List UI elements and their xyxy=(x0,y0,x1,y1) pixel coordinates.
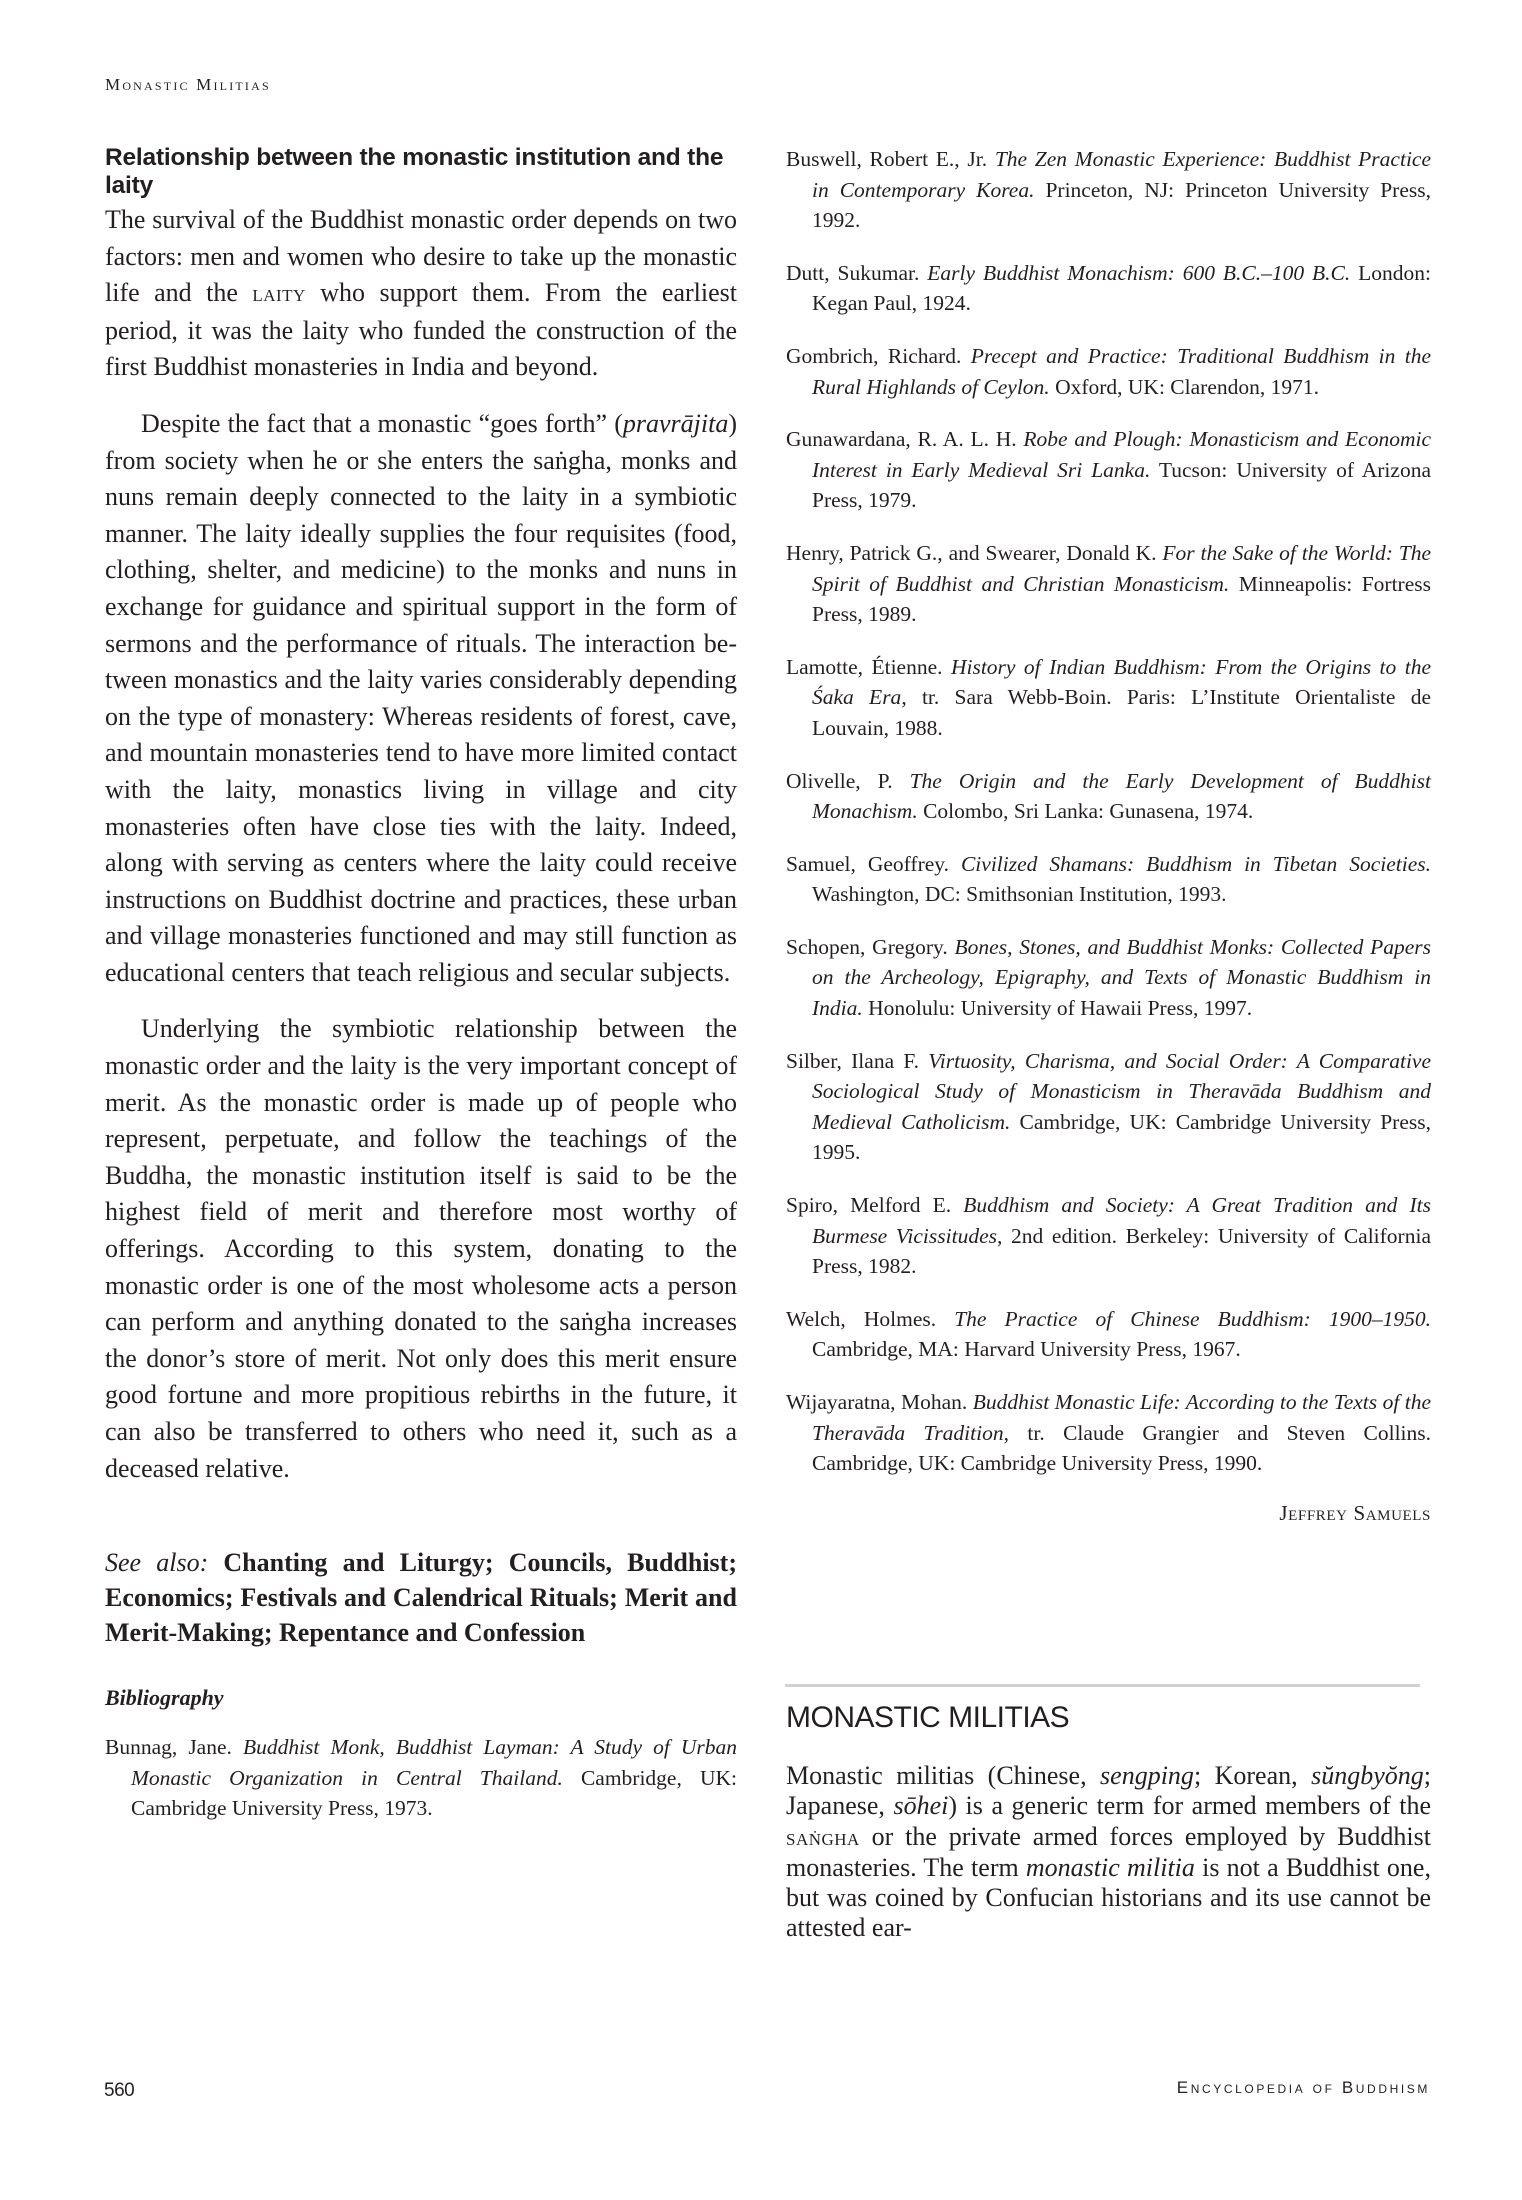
see-also-link[interactable]: Chanting and Liturgy xyxy=(223,1548,485,1578)
italic-term: sengping xyxy=(1100,1761,1194,1790)
bib-author: Gunawardana, R. A. L. H. xyxy=(786,427,1024,452)
see-also-link[interactable]: Repentance and Confession xyxy=(279,1618,586,1648)
bib-author: Wijayaratna, Mohan. xyxy=(786,1390,973,1414)
bib-title: Robe and Plough: Monasticism and Economic Interest in Early Medieval Sri Lanka. xyxy=(812,427,1431,482)
text-run: The survival of the Buddhist monastic order depends on two factors: men and women who desire to take up the monastic life and the xyxy=(105,205,737,308)
bibliography-entry xyxy=(786,341,1431,402)
bib-author: Bunnag, Jane. xyxy=(105,1735,243,1760)
section-heading: Relationship between the monastic institution and the laity xyxy=(105,144,724,199)
page-number: 560 xyxy=(104,2080,135,2101)
entry-body-paragraph xyxy=(786,1761,1431,1944)
bib-author: Gombrich, Richard. xyxy=(786,343,971,368)
see-also-link[interactable]: Merit and Merit-Making xyxy=(105,1583,737,1648)
bib-title: The Practice of Chinese Buddhism: 1900–1950. xyxy=(954,1306,1431,1331)
bibliography-entry xyxy=(786,849,1431,910)
cross-reference[interactable]: saṅgha xyxy=(786,1824,860,1851)
bibliography-entry xyxy=(786,258,1431,319)
bibliography-entry xyxy=(786,1190,1431,1282)
see-also-label: See also: xyxy=(105,1548,209,1578)
italic-term: sōhei xyxy=(893,1791,949,1821)
running-head-text: Monastic Militias xyxy=(105,75,271,94)
entry-divider-rule xyxy=(785,1684,1420,1687)
bib-publication: Colombo, Sri Lanka: Gunasena, 1974. xyxy=(917,799,1254,824)
text-run: ; Korean, xyxy=(1193,1761,1312,1790)
bib-publication: Cambridge, UK: Cambridge University Press, 1973. xyxy=(131,1765,737,1821)
bib-title: Buddhism and Society: A Great Tradition and Its Burmese Vicissitudes xyxy=(812,1193,1431,1248)
author-byline: Jeffrey Samuels xyxy=(1279,1500,1431,1525)
text-run: Underlying the symbiotic relationship between the monastic order and the laity is the very important concept of merit. As the monastic order is made up of people who represent, perpetuate, and follow the teachings of the Buddha, the monastic institution itself is said to be the highest field of merit and therefore most worthy of offerings. According to this system, donating to the monastic order is one of the most wholesome acts a person can perform and anything donated to the saṅgha increases the donor’s store of merit. Not only does this merit ensure good fortune and more propitious rebirths in the future, it can also be transferred to others who need it, such as a deceased relative. xyxy=(105,1014,737,1483)
bib-publication: , 2nd edition. Berkeley: University of California Press, 1982. xyxy=(812,1223,1431,1279)
bib-publication: Cambridge, MA: Harvard University Press, 1967. xyxy=(812,1337,1241,1362)
bibliography-entry xyxy=(786,1387,1431,1479)
text-run: ) from society when he or she enters the saṅgha, monks and nuns remain deeply connected to the laity in a symbiotic manner. The laity ideally supplies the four requisites (food, clothing, shelter, and medicine) to the monks and nuns in exchange for guidance and spiritual support in the form of sermons and the performance of rituals. The interaction between monastics and the laity varies considerably depending on the type of monastery: Whereas residents of forest, cave, and mountain monasteries tend to have more limited contact with the laity, monastics living in village and city monasteries often have close ties with the laity. Indeed, along with serving as centers where the laity could receive instructions on Buddhist doctrine and practices, these urban and village monasteries functioned and may still function as educational centers that teach religious and secular subjects. xyxy=(105,408,737,987)
bib-publication: Cambridge, UK: Cambridge University Press, 1995. xyxy=(812,1109,1431,1165)
bib-title: Bones, Stones, and Buddhist Monks: Collected Papers on the Archeology, Epigraphy, and Texts of Monastic Buddhism in India. xyxy=(812,934,1431,1021)
bib-publication: , tr. Claude Grangier and Steven Collins. Cambridge, UK: Cambridge University Press, 1990. xyxy=(812,1420,1432,1476)
text-run: Monastic militias (Chinese, xyxy=(786,1761,1101,1790)
bib-title: For the Sake of the World: The Spirit of Buddhist and Christian Monasticism. xyxy=(812,540,1431,596)
italic-term: pravrājita xyxy=(622,408,729,438)
bib-author: Welch, Holmes. xyxy=(786,1306,955,1331)
bib-title: Buddhist Monastic Life: According to the Texts of the Theravāda Tradition xyxy=(812,1390,1431,1445)
bib-publication: London: Kegan Paul, 1924. xyxy=(812,260,1432,316)
bibliography-entry xyxy=(786,144,1431,236)
paragraph-1 xyxy=(105,202,737,386)
text-run: ) is a generic term for armed members of the xyxy=(948,1791,1431,1821)
entry-title: MONASTIC MILITIAS xyxy=(786,1701,1070,1734)
paragraph-2 xyxy=(105,406,737,992)
bib-author: Samuel, Geoffrey. xyxy=(786,851,961,876)
bibliography-entry xyxy=(786,652,1431,744)
bib-publication: Washington, DC: Smithsonian Institution, 1993. xyxy=(812,882,1227,907)
bib-author: Buswell, Robert E., Jr. xyxy=(786,147,995,171)
bib-author: Silber, Ilana F. xyxy=(786,1048,929,1073)
bibliography-entry xyxy=(786,932,1431,1024)
bib-publication: Honolulu: University of Hawaii Press, 1997. xyxy=(862,996,1253,1021)
text-run: Despite the fact that a monastic “goes forth” ( xyxy=(141,408,623,438)
bib-title: Precept and Practice: Traditional Buddhism in the Rural Highlands of Ceylon. xyxy=(812,343,1431,399)
paragraph-3 xyxy=(105,1011,737,1487)
bib-author: Lamotte, Étienne. xyxy=(786,654,951,679)
text-run: or the private armed forces employed by Buddhist monasteries. The term xyxy=(786,1821,1431,1882)
bib-publication: , tr. Sara Webb-Boin. Paris: L’Institute Orientaliste de Louvain, 1988. xyxy=(812,685,1431,740)
see-also-links[interactable]: Chanting and Liturgy; Councils, Buddhist; Economics; Festivals and Calendrical Rituals; Merit and Merit-Making; Repentance and Confession xyxy=(105,1548,737,1648)
see-also-link[interactable]: Councils, Buddhist xyxy=(508,1548,729,1578)
bib-author: Henry, Patrick G., and Swearer, Donald K. xyxy=(786,540,1163,565)
bib-title: The Origin and the Early Development of Buddhist Monachism. xyxy=(812,768,1431,824)
bibliography-entry xyxy=(786,766,1431,827)
bibliography-list-left xyxy=(105,1732,737,1824)
italic-term: sŭngbyŏng xyxy=(1311,1761,1424,1790)
text-run: who support them. From the earliest period, it was the laity who funded the construction of the first Buddhist monasteries in India and beyond. xyxy=(105,278,737,382)
bib-publication: Princeton, NJ: Princeton University Press, 1992. xyxy=(812,177,1431,233)
bib-title: The Zen Monastic Experience: Buddhist Practice in Contemporary Korea. xyxy=(812,147,1431,202)
bib-publication: Tucson: University of Arizona Press, 1979. xyxy=(812,457,1431,513)
bibliography-entry xyxy=(786,538,1431,630)
bib-author: Olivelle, P. xyxy=(786,768,910,793)
left-column xyxy=(105,144,737,1846)
text-run: ; Japanese, xyxy=(786,1761,1431,1821)
bib-title: Buddhist Monk, Buddhist Layman: A Study of Urban Monastic Organization in Central Thailand. xyxy=(131,1735,737,1790)
cross-reference[interactable]: laity xyxy=(252,281,306,308)
bib-publication: Minneapolis: Fortress Press, 1989. xyxy=(812,571,1431,627)
bib-title: Early Buddhist Monachism: 600 B.C.–100 B.C. xyxy=(927,260,1351,285)
bibliography-entry xyxy=(786,1046,1431,1168)
bib-author: Spiro, Melford E. xyxy=(786,1193,964,1218)
right-column xyxy=(786,144,1431,1526)
italic-term: monastic militia xyxy=(1025,1852,1195,1882)
bibliography-list-right xyxy=(786,144,1431,1479)
see-also-link[interactable]: Economics xyxy=(105,1583,225,1613)
bib-title: History of Indian Buddhism: From the Origins to the Śaka Era xyxy=(812,654,1431,710)
bibliography-entry xyxy=(105,1732,737,1824)
text-run: is not a Buddhist one, but was coined by Confucian historians and its use cannot be attested ear- xyxy=(786,1852,1431,1943)
bib-publication: Oxford, UK: Clarendon, 1971. xyxy=(1049,374,1319,399)
running-head xyxy=(105,75,271,95)
see-also xyxy=(105,1545,737,1650)
see-also-link[interactable]: Festivals and Calendrical Rituals xyxy=(240,1583,610,1613)
bibliography-entry xyxy=(786,1304,1431,1365)
bib-title: Civilized Shamans: Buddhism in Tibetan Societies. xyxy=(960,851,1432,876)
bibliography-entry xyxy=(786,424,1431,516)
bib-title: Virtuosity, Charisma, and Social Order: A Comparative Sociological Study of Monasticism in Theravāda Buddhism and Medieval Catholicism. xyxy=(812,1048,1432,1134)
bib-author: Dutt, Sukumar. xyxy=(786,260,928,285)
footer-book-title: Encyclopedia of Buddhism xyxy=(1176,2078,1430,2097)
bib-author: Schopen, Gregory. xyxy=(786,934,955,959)
bibliography-heading: Bibliography xyxy=(105,1685,224,1711)
